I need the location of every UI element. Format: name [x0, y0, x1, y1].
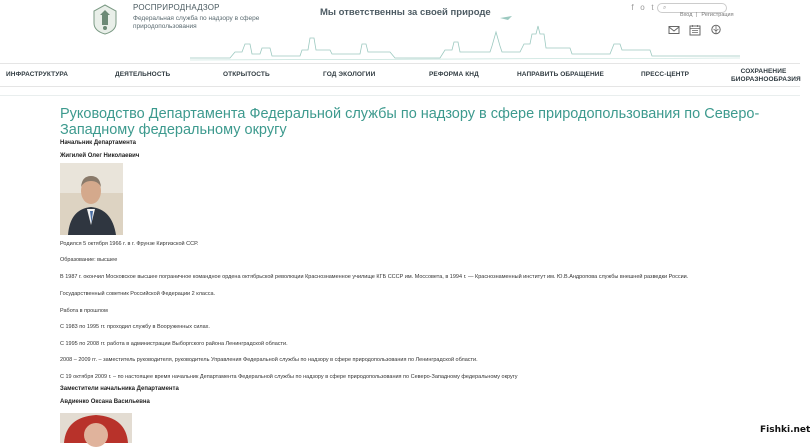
brand-name[interactable]: РОСПРИРОДНАДЗОР — [133, 3, 220, 12]
site-header — [0, 0, 800, 62]
nav-item-infrastructure[interactable]: ИНФРАСТРУКТУРА — [6, 71, 69, 78]
calendar-icon[interactable] — [689, 24, 701, 36]
nav-item-press-center[interactable]: ПРЕСС-ЦЕНТР — [641, 71, 690, 78]
nav-item-activity[interactable]: ДЕЯТЕЛЬНОСТЬ — [115, 71, 171, 78]
bio-past-label: Работа в прошлом — [60, 308, 108, 314]
odnoklassniki-icon[interactable]: o — [640, 3, 645, 12]
login-link[interactable]: Вход — [680, 12, 693, 18]
career-item: С 1983 по 1995 гг. проходил службу в Вооруженных силах. — [60, 324, 210, 330]
nav-item-send-appeal[interactable]: НАПРАВИТЬ ОБРАЩЕНИЕ — [517, 71, 604, 78]
mail-icon[interactable] — [668, 24, 680, 36]
head-label: Начальник Департамента — [60, 140, 137, 146]
main-navigation — [0, 63, 800, 87]
deputies-label: Заместители начальника Департамента — [60, 386, 179, 392]
bio-rank: Государственный советник Российской Федерации 2 класса. — [60, 291, 216, 297]
divider — [0, 95, 800, 96]
deputy-portrait-photo — [60, 413, 132, 443]
city-skyline-graphic — [190, 14, 740, 64]
career-item: С 1995 по 2008 гг. работа в администрации Выборгского района Ленинградской области. — [60, 341, 288, 347]
nav-item-knd-reform[interactable]: РЕФОРМА КНД — [429, 71, 479, 78]
career-item: С 19 октября 2009 г. – по настоящее время начальник Департамента Федеральной службы по надзору в сфере природопользования по Северо-Западному федеральному округу — [60, 374, 518, 380]
slogan: Мы ответственны за своей природе — [320, 7, 491, 18]
ecology-icon[interactable] — [710, 24, 722, 36]
register-link[interactable]: Регистрация — [701, 12, 734, 18]
nav-item-ecology-year[interactable]: ГОД ЭКОЛОГИИ — [323, 71, 376, 78]
head-name: Жигилей Олег Николаевич — [60, 153, 140, 159]
nav-item-biodiversity[interactable]: СОХРАНЕНИЕ БИОРАЗНООБРАЗИЯ — [731, 68, 801, 83]
twitter-icon[interactable]: t — [651, 3, 654, 12]
nav-item-openness[interactable]: ОТКРЫТОСТЬ — [223, 71, 270, 78]
deputy-name: Авдиенко Оксана Васильевна — [60, 399, 150, 405]
social-links — [629, 3, 656, 12]
bio-education-label: Образование: высшее — [60, 257, 118, 263]
page-title: Руководство Департамента Федеральной службы по надзору в сфере природопользования по Северо-Западному федеральному округу — [60, 106, 760, 138]
career-item: 2008 – 2009 гг. – заместитель руководителя, руководитель Управления Федеральной службы по надзору в сфере природопользования по Ленинградской области. — [60, 357, 478, 363]
brand-subtitle: Федеральная служба по надзору в сфере природопользования — [133, 15, 260, 30]
emblem-logo[interactable] — [90, 3, 120, 35]
watermark-text: Fishki.net — [760, 425, 810, 435]
head-portrait-photo — [60, 163, 123, 235]
auth-links: Вход | Регистрация — [680, 12, 734, 18]
bio-education: В 1987 г. окончил Московское высшее пограничное командное ордена октябрьской революции Краснознаменное училище КГБ СССР им. Моссовета, в 1994 г. — Краснознаменный институт им. Ю.В.Андропова службы внешней разведки России. — [60, 274, 689, 280]
bio-born: Родился 5 октября 1966 г. в г. Фрунзе Киргизской ССР. — [60, 241, 199, 247]
search-icon: ⌕ — [663, 5, 667, 11]
facebook-icon[interactable]: f — [631, 3, 634, 12]
header-icons — [668, 24, 722, 36]
